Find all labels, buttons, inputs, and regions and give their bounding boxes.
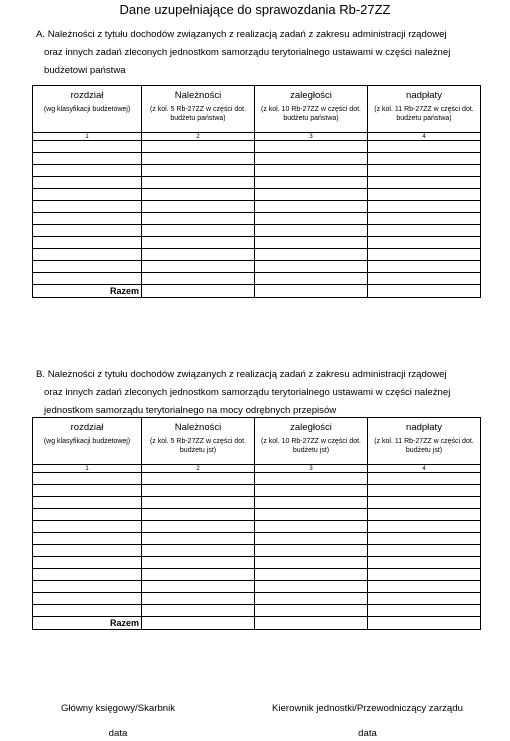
section-b-cell-naleznosci[interactable] — [142, 569, 255, 581]
section-a-cell-zaleglosci[interactable] — [255, 237, 368, 249]
section-b-col-1-header — [33, 418, 142, 465]
section-a-cell-nadplaty[interactable] — [368, 225, 481, 237]
section-b-col-4-number: 4 — [368, 465, 481, 473]
section-b-cell-nadplaty[interactable] — [368, 509, 481, 521]
section-a-row — [33, 249, 481, 261]
section-a-cell-zaleglosci[interactable] — [255, 261, 368, 273]
chief-accountant-date-label: data — [108, 728, 128, 739]
section-b-row — [33, 533, 481, 545]
section-a-col-2-number: 2 — [142, 133, 255, 141]
section-b-row — [33, 521, 481, 533]
section-b-cell-naleznosci[interactable] — [142, 545, 255, 557]
section-a-cell-nadplaty[interactable] — [368, 249, 481, 261]
section-b-cell-naleznosci[interactable] — [142, 521, 255, 533]
section-b-cell-naleznosci[interactable] — [142, 509, 255, 521]
section-a-row — [33, 237, 481, 249]
section-a-header-row — [33, 86, 481, 133]
section-a-total-nadplaty[interactable] — [368, 285, 481, 298]
section-b-cell-naleznosci[interactable] — [142, 605, 255, 617]
section-a-cell-naleznosci[interactable] — [142, 213, 255, 225]
section-a-row — [33, 273, 481, 285]
section-a-cell-nadplaty[interactable] — [368, 177, 481, 189]
section-a-cell-naleznosci[interactable] — [142, 141, 255, 153]
section-b-cell-nadplaty[interactable] — [368, 545, 481, 557]
section-a-table-body — [33, 86, 481, 298]
section-a-cell-nadplaty[interactable] — [368, 153, 481, 165]
section-b-col-3-label: zaległości — [290, 422, 332, 433]
section-a-cell-nadplaty[interactable] — [368, 201, 481, 213]
section-a-cell-rozdzial[interactable] — [33, 273, 142, 285]
section-b-total-row — [33, 617, 481, 630]
section-b-cell-zaleglosci[interactable] — [255, 473, 368, 485]
section-a-col-3-sub: (z kol. 10 Rb-27ZZ w części dot. budżetu państwa) — [261, 106, 361, 122]
section-a-total-row — [33, 285, 481, 298]
document-title: Dane uzupełniające do sprawozdania Rb-27ZZ — [119, 2, 391, 17]
section-a-col-4-label: nadpłaty — [406, 90, 442, 101]
section-a-cell-zaleglosci[interactable] — [255, 201, 368, 213]
section-b-cell-nadplaty[interactable] — [368, 533, 481, 545]
section-a-cell-zaleglosci[interactable] — [255, 165, 368, 177]
section-a-col-1-label: rozdział — [70, 90, 104, 101]
section-a-col-3-label: zaległości — [290, 90, 332, 101]
section-b-cell-zaleglosci[interactable] — [255, 533, 368, 545]
section-b-col-3-sub: (z kol. 10 Rb-27ZZ w części dot. budżetu jst) — [261, 438, 361, 454]
section-a-row — [33, 141, 481, 153]
section-a-cell-rozdzial[interactable] — [33, 165, 142, 177]
section-b-table — [32, 417, 481, 630]
section-a-row — [33, 213, 481, 225]
section-a-cell-rozdzial[interactable] — [33, 225, 142, 237]
section-a-col-4-header — [368, 86, 481, 133]
section-b-cell-zaleglosci[interactable] — [255, 509, 368, 521]
section-b-row — [33, 497, 481, 509]
section-b-cell-zaleglosci[interactable] — [255, 593, 368, 605]
section-b-row — [33, 485, 481, 497]
section-b-cell-zaleglosci[interactable] — [255, 569, 368, 581]
section-a-row — [33, 201, 481, 213]
section-a-cell-rozdzial[interactable] — [33, 201, 142, 213]
section-b-cell-naleznosci[interactable] — [142, 473, 255, 485]
section-b-total-nadplaty[interactable] — [368, 617, 481, 630]
section-a-cell-naleznosci[interactable] — [142, 261, 255, 273]
section-b-cell-zaleglosci[interactable] — [255, 605, 368, 617]
section-b-cell-rozdzial[interactable] — [33, 605, 142, 617]
section-b-cell-zaleglosci[interactable] — [255, 557, 368, 569]
section-b-cell-nadplaty[interactable] — [368, 473, 481, 485]
section-a-column-number-row — [33, 133, 481, 141]
section-a-cell-zaleglosci[interactable] — [255, 153, 368, 165]
section-a-cell-zaleglosci[interactable] — [255, 189, 368, 201]
section-b-cell-rozdzial[interactable] — [33, 497, 142, 509]
section-a-col-2-sub: (z kol. 5 Rb-27ZZ w części dot. budżetu państwa) — [149, 106, 247, 122]
section-b-heading-line-1: B. Należności z tytułu dochodów związanych z realizacją zadań z zakresu administracji rządowej — [36, 369, 447, 380]
section-a-heading-line-1: A. Należności z tytułu dochodów związanych z realizacją zadań z zakresu administracji rządowej — [36, 29, 447, 40]
section-b-heading-line-3: jednostkom samorządu terytorialnego na mocy odrębnych przepisów — [44, 405, 337, 416]
section-b-row — [33, 557, 481, 569]
section-a-cell-rozdzial[interactable] — [33, 153, 142, 165]
section-b-cell-rozdzial[interactable] — [33, 593, 142, 605]
section-a-cell-rozdzial[interactable] — [33, 261, 142, 273]
section-b-cell-zaleglosci[interactable] — [255, 545, 368, 557]
section-a-cell-naleznosci[interactable] — [142, 273, 255, 285]
section-b-total-zaleglosci[interactable] — [255, 617, 368, 630]
unit-head-title: Kierownik jednostki/Przewodniczący zarządu — [272, 703, 463, 714]
section-a-col-2-header — [142, 86, 255, 133]
section-a-cell-nadplaty[interactable] — [368, 237, 481, 249]
section-b-cell-nadplaty[interactable] — [368, 497, 481, 509]
section-a-col-3-number: 3 — [255, 133, 368, 141]
section-a-cell-naleznosci[interactable] — [142, 153, 255, 165]
section-b-col-2-header — [142, 418, 255, 465]
section-a-row — [33, 153, 481, 165]
section-a-cell-nadplaty[interactable] — [368, 141, 481, 153]
section-a-cell-naleznosci[interactable] — [142, 225, 255, 237]
section-b-heading — [36, 366, 486, 420]
section-a-row — [33, 189, 481, 201]
section-b-total-label: Razem — [33, 617, 142, 630]
section-a-cell-rozdzial[interactable] — [33, 189, 142, 201]
section-a-col-1-sub: (wg klasyfikacji budżetowej) — [43, 106, 131, 113]
section-b-cell-zaleglosci[interactable] — [255, 497, 368, 509]
section-b-cell-rozdzial[interactable] — [33, 485, 142, 497]
section-b-row — [33, 509, 481, 521]
section-b-table-body — [33, 418, 481, 630]
section-b-col-2-label: Należności — [174, 422, 222, 433]
section-a-heading — [36, 26, 486, 80]
section-b-cell-rozdzial[interactable] — [33, 557, 142, 569]
section-b-col-1-sub: (wg klasyfikacji budżetowej) — [43, 438, 131, 445]
section-a-col-1-number: 1 — [33, 133, 142, 141]
section-a-cell-naleznosci[interactable] — [142, 237, 255, 249]
section-b-heading-line-2: oraz innych zadań zleconych jednostkom samorządu terytorialnego ustawami w części należnej — [44, 387, 451, 398]
section-a-col-1-header — [33, 86, 142, 133]
section-a-heading-line-3: budżetowi państwa — [44, 65, 126, 76]
section-b-cell-rozdzial[interactable] — [33, 569, 142, 581]
section-a-total-naleznosci[interactable] — [142, 285, 255, 298]
section-b-row — [33, 605, 481, 617]
section-b-cell-naleznosci[interactable] — [142, 485, 255, 497]
section-b-cell-nadplaty[interactable] — [368, 485, 481, 497]
section-a-cell-zaleglosci[interactable] — [255, 177, 368, 189]
section-b-cell-naleznosci[interactable] — [142, 593, 255, 605]
section-a-row — [33, 177, 481, 189]
unit-head-date-label: data — [358, 728, 377, 739]
section-a-table — [32, 85, 481, 298]
section-a-cell-naleznosci[interactable] — [142, 201, 255, 213]
section-a-cell-naleznosci[interactable] — [142, 249, 255, 261]
section-a-cell-rozdzial[interactable] — [33, 177, 142, 189]
section-b-cell-zaleglosci[interactable] — [255, 485, 368, 497]
section-b-cell-zaleglosci[interactable] — [255, 521, 368, 533]
section-a-row — [33, 225, 481, 237]
section-b-cell-naleznosci[interactable] — [142, 557, 255, 569]
section-a-cell-nadplaty[interactable] — [368, 261, 481, 273]
section-a-cell-rozdzial[interactable] — [33, 249, 142, 261]
section-b-cell-zaleglosci[interactable] — [255, 581, 368, 593]
section-a-col-3-header — [255, 86, 368, 133]
section-b-cell-naleznosci[interactable] — [142, 497, 255, 509]
section-b-cell-nadplaty[interactable] — [368, 605, 481, 617]
section-a-cell-rozdzial[interactable] — [33, 213, 142, 225]
section-b-col-4-sub: (z kol. 11 Rb-27ZZ w części dot. budżetu jst) — [374, 438, 474, 454]
section-a-total-label: Razem — [33, 285, 142, 298]
section-a-cell-naleznosci[interactable] — [142, 189, 255, 201]
section-b-cell-naleznosci[interactable] — [142, 581, 255, 593]
section-b-col-4-header — [368, 418, 481, 465]
section-b-total-naleznosci[interactable] — [142, 617, 255, 630]
section-b-row — [33, 581, 481, 593]
section-b-cell-rozdzial[interactable] — [33, 581, 142, 593]
section-a-row — [33, 261, 481, 273]
section-a-col-4-sub: (z kol. 11 Rb-27ZZ w części dot. budżetu państwa) — [374, 106, 474, 122]
section-b-row — [33, 473, 481, 485]
section-a-cell-nadplaty[interactable] — [368, 273, 481, 285]
section-b-cell-rozdzial[interactable] — [33, 533, 142, 545]
section-a-total-zaleglosci[interactable] — [255, 285, 368, 298]
section-b-header-row — [33, 418, 481, 465]
section-b-col-1-label: rozdział — [70, 422, 104, 433]
section-b-cell-rozdzial[interactable] — [33, 545, 142, 557]
section-a-cell-rozdzial[interactable] — [33, 141, 142, 153]
section-a-col-4-number: 4 — [368, 133, 481, 141]
section-b-cell-nadplaty[interactable] — [368, 557, 481, 569]
section-a-row — [33, 165, 481, 177]
section-a-cell-naleznosci[interactable] — [142, 177, 255, 189]
chief-accountant-title: Główny księgowy/Skarbnik — [60, 703, 176, 714]
section-b-cell-rozdzial[interactable] — [33, 521, 142, 533]
section-b-cell-naleznosci[interactable] — [142, 533, 255, 545]
section-b-cell-nadplaty[interactable] — [368, 581, 481, 593]
section-b-col-2-sub: (z kol. 5 Rb-27ZZ w części dot. budżetu jst) — [149, 438, 247, 454]
section-a-cell-rozdzial[interactable] — [33, 237, 142, 249]
section-b-cell-nadplaty[interactable] — [368, 569, 481, 581]
section-b-col-3-number: 3 — [255, 465, 368, 473]
section-a-heading-line-2: oraz innych zadań zleconych jednostkom samorządu terytorialnego ustawami w części należnej — [44, 47, 451, 58]
section-a-cell-naleznosci[interactable] — [142, 165, 255, 177]
section-b-cell-rozdzial[interactable] — [33, 473, 142, 485]
section-a-col-2-label: Należności — [174, 90, 222, 101]
section-a-cell-zaleglosci[interactable] — [255, 249, 368, 261]
section-b-row — [33, 593, 481, 605]
section-b-col-1-number: 1 — [33, 465, 142, 473]
section-b-row — [33, 545, 481, 557]
section-b-column-number-row — [33, 465, 481, 473]
section-b-col-3-header — [255, 418, 368, 465]
section-a-cell-zaleglosci[interactable] — [255, 141, 368, 153]
section-b-cell-nadplaty[interactable] — [368, 593, 481, 605]
section-b-cell-rozdzial[interactable] — [33, 509, 142, 521]
section-b-cell-nadplaty[interactable] — [368, 521, 481, 533]
section-a-cell-zaleglosci[interactable] — [255, 213, 368, 225]
section-b-col-2-number: 2 — [142, 465, 255, 473]
section-b-row — [33, 569, 481, 581]
section-a-cell-nadplaty[interactable] — [368, 213, 481, 225]
section-a-cell-zaleglosci[interactable] — [255, 225, 368, 237]
section-a-cell-nadplaty[interactable] — [368, 165, 481, 177]
section-a-cell-zaleglosci[interactable] — [255, 273, 368, 285]
section-b-col-4-label: nadpłaty — [406, 422, 442, 433]
section-a-cell-nadplaty[interactable] — [368, 189, 481, 201]
